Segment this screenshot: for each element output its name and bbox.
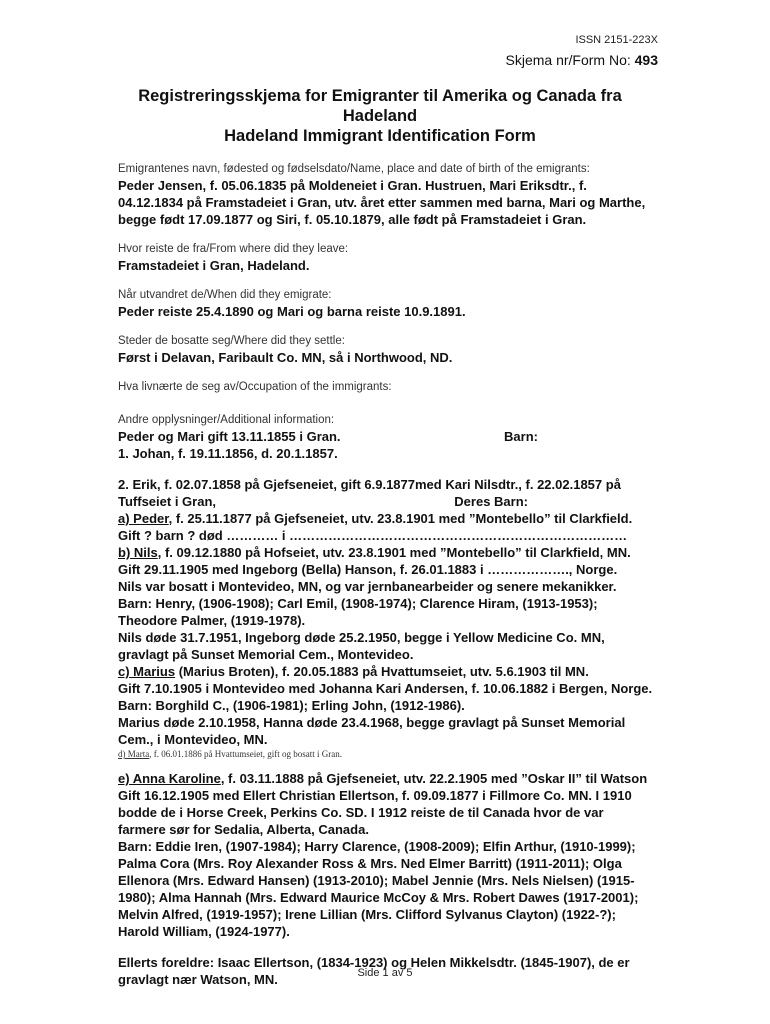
anna-line-4: Barn: Eddie Iren, (1907-1984); Harry Clarence, (1908-2009); Elfin Arthur, (1910-1999); (118, 839, 636, 854)
section-from (118, 242, 666, 274)
marius-tag: c) Marius (118, 664, 176, 679)
marius-text: (Marius Broten), f. 20.05.1883 på Hvattumseiet, utv. 5.6.1903 til MN. (175, 664, 589, 679)
nils-tag: b) Nils (118, 545, 158, 560)
grandchild-peder (118, 510, 666, 527)
grandchild-marius (118, 663, 666, 680)
title-line-3: Hadeland Immigrant Identification Form (224, 127, 536, 145)
marius-line-2: Barn: Borghild C., (1906-1981); Erling John, (1912-1986). (118, 698, 465, 713)
nils-line-4: Theodore Palmer, (1919-1978). (118, 613, 306, 628)
names-line-3: begge født 17.09.1877 og Siri, f. 05.10.1879, alle født på Framstadeiet i Gran. (118, 212, 587, 227)
child-erik-line-1: 2. Erik, f. 02.07.1858 på Gjefseneiet, gift 6.9.1877med Kari Nilsdtr., f. 22.02.1857 på (118, 477, 621, 492)
title-line-1: Registreringsskjema for Emigranter til Amerika og Canada fra (138, 87, 622, 105)
field-label-additional: Andre opplysninger/Additional information: (118, 414, 335, 426)
peder-tag: a) Peder (118, 511, 169, 526)
peder-text: , f. 25.11.1877 på Gjefseneiet, utv. 23.8.1901 med ”Montebello” til Clarkfield. (168, 511, 633, 526)
grandchild-nils (118, 544, 666, 561)
peder-gift-line: Gift ? barn ? død ………… i …………………………………………………………………… (118, 528, 628, 543)
field-value-when: Peder reiste 25.4.1890 og Mari og barna reiste 10.9.1891. (118, 304, 466, 319)
anna-line-3: farmere sør for Sedalia, Alberta, Canada. (118, 822, 369, 837)
grandchild-anna (118, 770, 666, 787)
nils-line-1: Gift 29.11.1905 med Ingeborg (Bella) Hanson, f. 26.01.1883 i ………………., Norge. (118, 562, 618, 577)
ellerts-line-1: Ellerts foreldre: Isaac Ellertson, (1834-1923) og Helen Mikkelsdtr. (1845-1907), de er (118, 955, 630, 970)
anna-line-9: Harold William, (1924-1977). (118, 924, 290, 939)
field-label-names: Emigrantenes navn, fødested og fødselsdato/Name, place and date of birth of the emigrants: (118, 163, 590, 175)
names-line-2: 04.12.1834 på Framstadeiet i Gran, utv. året etter sammen med barna, Mari og Marthe, (118, 195, 646, 210)
marta-text: , f. 06.01.1886 på Hvattumseiet, gift og bosatt i Gran. (149, 749, 342, 759)
title-line-2: Hadeland (342, 107, 418, 125)
child-johan: 1. Johan, f. 19.11.1856, d. 20.1.1857. (118, 446, 338, 461)
issn-number: ISSN 2151-223X (575, 34, 658, 46)
nils-line-6: gravlagt på Sunset Memorial Cem., Montevideo. (118, 647, 414, 662)
section-settle (118, 334, 666, 366)
married-text: Peder og Mari gift 13.11.1855 i Gran. (118, 429, 341, 444)
anna-line-1: Gift 16.12.1905 med Ellert Christian Ellertson, f. 09.09.1877 i Fillmore Co. MN. I 1910 (118, 788, 632, 803)
marta-tag: d) Marta (118, 749, 150, 759)
form-number-label: Skjema nr/Form No: (505, 52, 631, 68)
field-label-settle: Steder de bosatte seg/Where did they settle: (118, 335, 345, 347)
married-line (118, 428, 666, 445)
erik-place: Tuffseiet i Gran, (118, 494, 216, 509)
nils-line-3: Barn: Henry, (1906-1908); Carl Emil, (1908-1974); Clarence Hiram, (1913-1953); (118, 596, 598, 611)
names-line-1: Peder Jensen, f. 05.06.1835 på Moldeneiet i Gran. Hustruen, Mari Eriksdtr., f. (118, 178, 587, 193)
anna-line-2: bodde de i Horse Creek, Perkins Co. SD. I 1912 reiste de til Canada hvor de var (118, 805, 604, 820)
section-occupation (118, 380, 666, 395)
marius-line-1: Gift 7.10.1905 i Montevideo med Johanna Kari Andersen, f. 10.06.1882 i Bergen, Norge. (118, 681, 653, 696)
field-value-from: Framstadeiet i Gran, Hadeland. (118, 258, 310, 273)
section-names (118, 162, 666, 228)
field-value-settle: Først i Delavan, Faribault Co. MN, så i Northwood, ND. (118, 350, 453, 365)
marius-line-4: Cem., i Montevideo, MN. (118, 732, 268, 747)
marius-line-3: Marius døde 2.10.1958, Hanna døde 23.4.1968, begge gravlagt på Sunset Memorial (118, 715, 626, 730)
anna-tag: e) Anna Karoline (118, 771, 221, 786)
nils-line-5: Nils døde 31.7.1951, Ingeborg døde 25.2.1950, begge i Yellow Medicine Co. MN, (118, 630, 605, 645)
field-label-occupation: Hva livnærte de seg av/Occupation of the immigrants: (118, 381, 392, 393)
form-number: 493 (634, 52, 658, 68)
child-erik-line-2 (118, 493, 666, 510)
anna-line-5: Palma Cora (Mrs. Roy Alexander Ross & Mrs. Ned Elmer Barritt) (1911-2011); Olga (118, 856, 622, 871)
page-footer: Side 1 av 5 (357, 967, 413, 979)
anna-text: , f. 03.11.1888 på Gjefseneiet, utv. 22.2.1905 med ”Oskar II” til Watson (220, 771, 648, 786)
anna-line-7: 1980); Alma Hannah (Mrs. Edward Maurice McCoy & Mrs. Robert Dawes (1917-2001); (118, 890, 639, 905)
barn-heading: Barn: (504, 429, 538, 444)
section-when (118, 288, 666, 320)
field-label-from: Hvor reiste de fra/From where did they leave: (118, 243, 349, 255)
deres-barn-heading: Deres Barn: (454, 494, 528, 509)
section-additional (118, 413, 666, 988)
ellerts-line-2: gravlagt nær Watson, MN. (118, 972, 278, 987)
document-title (80, 86, 680, 146)
nils-line-2: Nils var bosatt i Montevideo, MN, og var jernbanearbeider og senere mekanikker. (118, 579, 617, 594)
grandchild-marta (118, 748, 666, 760)
nils-text: , f. 09.12.1880 på Hofseiet, utv. 23.8.1901 med ”Montebello” til Clarkfield, MN. (157, 545, 631, 560)
anna-line-6: Ellenora (Mrs. Edward Hansen) (1913-2010); Mabel Jennie (Mrs. Nels Nielsen) (1915- (118, 873, 635, 888)
form-content (118, 162, 666, 988)
field-label-when: Når utvandret de/When did they emigrate: (118, 289, 332, 301)
form-number-line (506, 52, 659, 68)
anna-line-8: Melvin Alfred, (1919-1957); Irene Lillian (Mrs. Clifford Sylvanus Clayton) (1922-?); (118, 907, 616, 922)
